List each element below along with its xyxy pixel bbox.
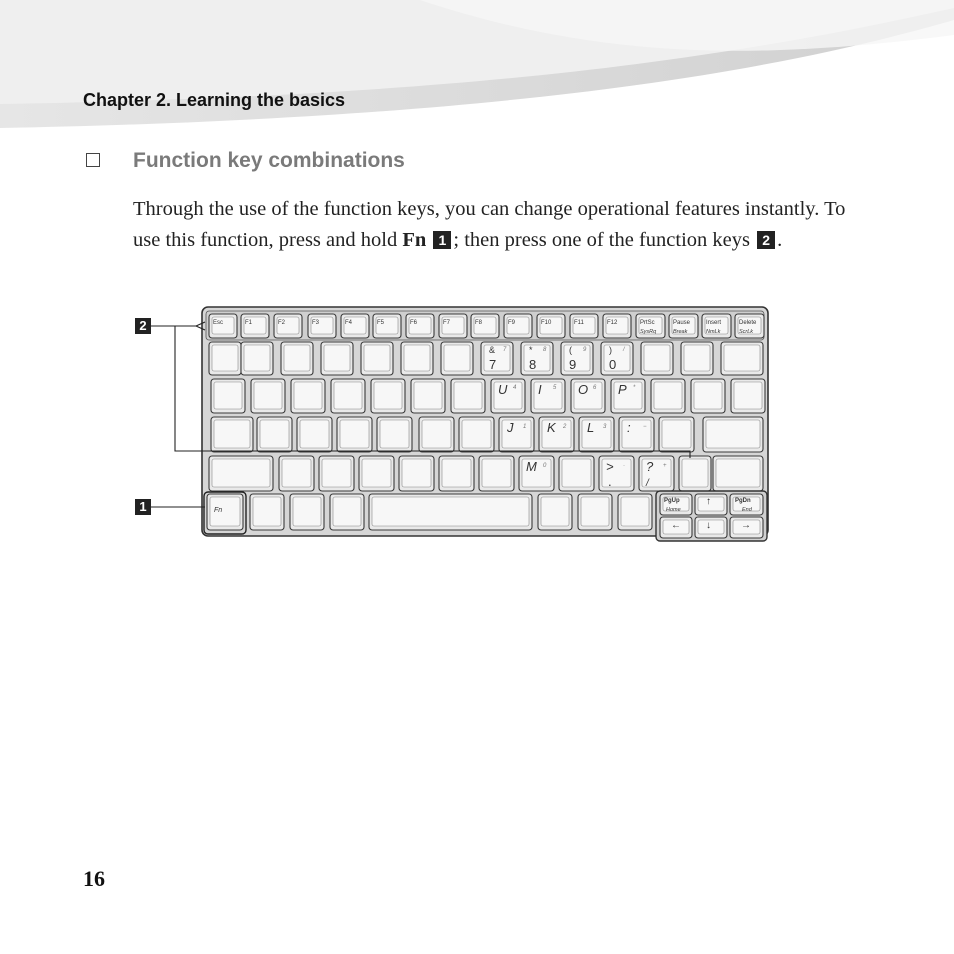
row3-main-2: L <box>587 420 595 435</box>
row2-sub-2: 6 <box>593 385 597 391</box>
key-row3-0-cap <box>260 420 289 448</box>
numkey-sub-2: 9 <box>583 347 587 353</box>
key-row4-4-cap <box>442 459 471 487</box>
numkey-sub-0: 7 <box>503 347 507 353</box>
key-row1-0-cap <box>212 345 238 371</box>
numkey-main-0: 7 <box>489 357 497 372</box>
fkey-label-insert: Insert <box>706 320 722 326</box>
key-row4-2-cap <box>362 459 391 487</box>
key-row3-2-cap <box>340 420 369 448</box>
row4-period: . <box>608 474 612 489</box>
key-row1-3-cap <box>324 345 350 371</box>
row4-main-0: M <box>526 459 537 474</box>
arrow-left-icon: ← <box>671 520 681 531</box>
fkey-label-f11: F11 <box>574 320 584 326</box>
row2-main-2: O <box>578 382 589 397</box>
key-row4-5-cap <box>482 459 511 487</box>
para-text-1: Through the use of the function keys, you can change operational features instantly. To use this function, press and hold <box>133 198 846 251</box>
callout-badge-2: 2 <box>757 231 775 249</box>
numkey-top-1: * <box>529 345 533 355</box>
pgdn-label: PgDn <box>735 498 751 504</box>
key-row1-12-cap <box>684 345 710 371</box>
fn-bold: Fn <box>402 229 427 251</box>
key-row4-shift-right-cap <box>716 459 760 487</box>
fn-key-label: Fn <box>214 507 223 514</box>
fkey-label-f8: F8 <box>475 320 483 326</box>
key-row3-enter-cap <box>706 420 760 448</box>
numkey-sub-3: / <box>623 347 625 353</box>
callout-badge-1: 1 <box>433 231 451 249</box>
fkey-label-f7: F7 <box>443 320 451 326</box>
key-row2-6-cap <box>454 382 482 409</box>
row4-slash: / <box>646 478 649 489</box>
key-down-cap <box>698 520 724 534</box>
fkey-label-f10: F10 <box>541 320 552 326</box>
row4-sub-0: 0 <box>543 463 547 469</box>
para-text-3: . <box>777 229 783 251</box>
row3-sub-0: 1 <box>523 424 527 430</box>
key-row1-13-cap <box>724 345 760 371</box>
figure-callout-1: 1 <box>135 499 151 515</box>
row2-sub-3: * <box>633 385 636 391</box>
row3-main-3: : <box>627 420 631 435</box>
key-row1-11-cap <box>644 345 670 371</box>
numkey-main-3: 0 <box>609 357 617 372</box>
numkey-top-3: ) <box>609 345 612 355</box>
row2-sub-0: 4 <box>513 385 517 391</box>
key-row4-3-cap <box>402 459 431 487</box>
key-row1-6-cap <box>444 345 470 371</box>
key-row3-1-cap <box>300 420 329 448</box>
numkey-sub-1: 8 <box>543 347 547 353</box>
page-number: 16 <box>83 866 105 891</box>
para-text-2: ; then press one of the function keys <box>453 229 750 251</box>
home-label: Home <box>666 507 681 513</box>
row2-main-1: I <box>538 382 542 397</box>
key-bottom-2-cap <box>333 497 361 526</box>
key-row2-3-cap <box>334 382 362 409</box>
arrow-right-icon: → <box>741 520 751 531</box>
numkey-top-0: & <box>489 345 496 355</box>
fkey-label-f9: F9 <box>508 320 516 326</box>
row3-sub-3: − <box>643 424 647 430</box>
key-row3-caps-cap <box>214 420 250 448</box>
fkey-label-f2: F2 <box>278 320 286 326</box>
key-row2-2-cap <box>294 382 322 409</box>
row2-main-0: U <box>498 382 508 397</box>
fkey-label-pause: Pause <box>673 320 691 326</box>
key-row3-5-cap <box>462 420 491 448</box>
fkey-sublabel-delete: ScrLk <box>739 329 754 335</box>
pgup-label: PgUp <box>664 498 680 504</box>
fkey-label-f5: F5 <box>377 320 385 326</box>
numkey-main-2: 9 <box>569 357 577 372</box>
key-row2-0-cap <box>214 382 242 409</box>
fkey-label-f3: F3 <box>312 320 320 326</box>
fkey-sublabel-pause: Break <box>673 329 688 335</box>
fkey-label-delete: Delete <box>739 320 757 326</box>
fkey-sublabel-insert: NmLk <box>706 329 721 335</box>
arrow-up-icon: ↑ <box>706 496 711 507</box>
row3-main-0: J <box>507 420 514 435</box>
key-row3-10-cap <box>662 420 691 448</box>
row3-main-1: K <box>547 420 556 435</box>
key-row2-11-cap <box>654 382 682 409</box>
section-title: Function key combinations <box>133 149 405 172</box>
key-row2-12-cap <box>694 382 722 409</box>
key-row1-2-cap <box>284 345 310 371</box>
key-row4-shift-left-cap <box>212 459 270 487</box>
row2-sub-1: 5 <box>553 385 557 391</box>
key-row4-7-cap <box>562 459 591 487</box>
row3-sub-1: 2 <box>563 424 567 430</box>
key-row4-extra-cap <box>682 459 708 487</box>
key-bottom-0-cap <box>253 497 281 526</box>
key-space-cap <box>372 497 529 526</box>
key-bottom-right-2-cap <box>621 497 649 526</box>
fkey-label-f1: F1 <box>245 320 253 326</box>
fkey-label-prtsc: PrtSc <box>640 320 655 326</box>
key-bottom-right-1-cap <box>581 497 609 526</box>
key-row1-5-cap <box>404 345 430 371</box>
row4-sub-2: + <box>663 463 667 469</box>
key-up-cap <box>698 497 724 511</box>
key-row3-4-cap <box>422 420 451 448</box>
row3-sub-2: 3 <box>603 424 607 430</box>
fkey-label-f12: F12 <box>607 320 618 326</box>
numkey-top-2: ( <box>569 345 572 355</box>
key-bottom-right-0-cap <box>541 497 569 526</box>
row4-main-1: > <box>606 459 614 474</box>
key-row1-10-cap <box>604 345 630 371</box>
figure-callout-2: 2 <box>135 318 151 334</box>
arrow-down-icon: ↓ <box>706 520 711 531</box>
key-row2-1-cap <box>254 382 282 409</box>
end-label: End <box>742 507 752 513</box>
fkey-label-f6: F6 <box>410 320 418 326</box>
key-row2-5-cap <box>414 382 442 409</box>
key-row2-13-cap <box>734 382 762 409</box>
row2-main-3: P <box>618 382 627 397</box>
key-row1-4-cap <box>364 345 390 371</box>
key-row4-1-cap <box>322 459 351 487</box>
key-bottom-1-cap <box>293 497 321 526</box>
key-row2-4-cap <box>374 382 402 409</box>
key-row3-3-cap <box>380 420 409 448</box>
key-row4-0-cap <box>282 459 311 487</box>
row4-main-2: ? <box>646 459 654 474</box>
fkey-label-f4: F4 <box>345 320 353 326</box>
numkey-main-1: 8 <box>529 357 537 372</box>
fkey-label-esc: Esc <box>213 320 224 326</box>
row4-sub-1: · <box>623 463 625 469</box>
fkey-sublabel-prtsc: SysRq <box>640 329 657 335</box>
chapter-heading: Chapter 2. Learning the basics <box>83 90 346 110</box>
key-row1-1-cap <box>244 345 270 371</box>
